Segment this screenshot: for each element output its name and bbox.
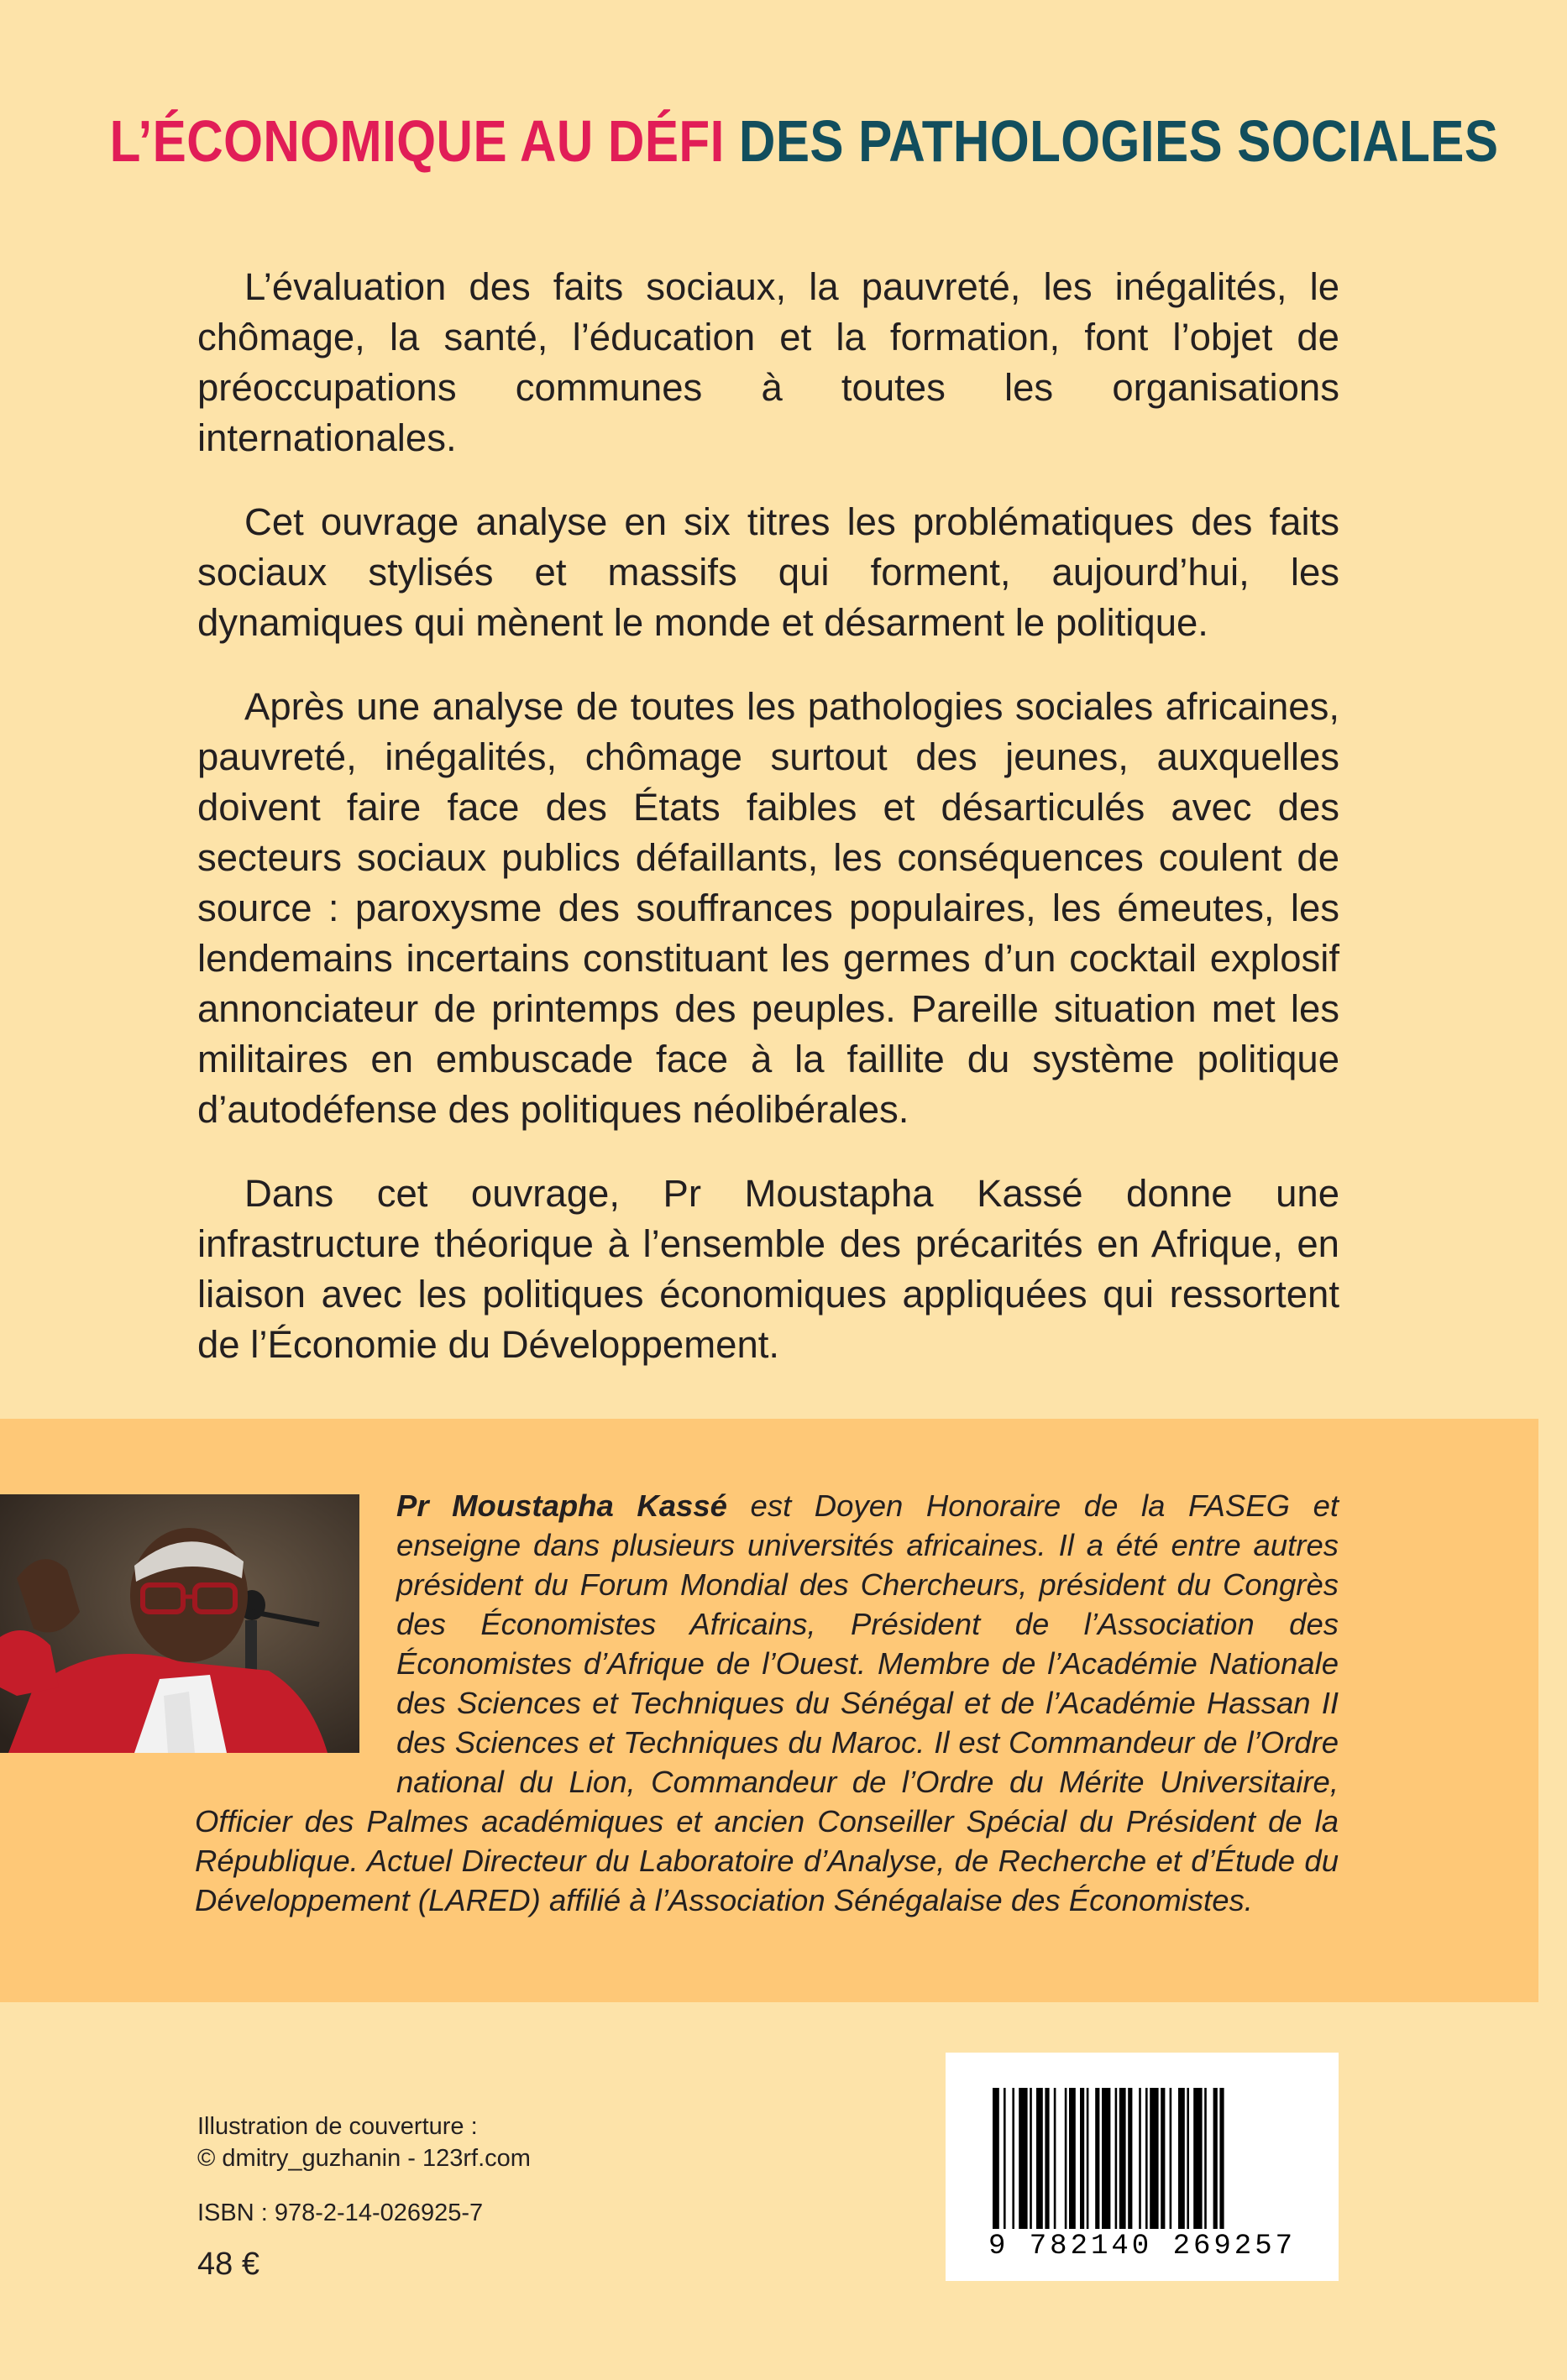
barcode-bar [1139, 2088, 1141, 2229]
barcode-bar [1036, 2088, 1043, 2229]
barcode-bar [1054, 2088, 1056, 2229]
barcode-bar [1030, 2088, 1032, 2229]
author-name: Pr Moustapha Kassé [396, 1488, 727, 1523]
barcode-bar [1119, 2088, 1126, 2229]
barcode-bar [1115, 2088, 1118, 2229]
barcode-bar [1045, 2088, 1049, 2229]
barcode-bar [1178, 2088, 1185, 2229]
credits-line-1: Illustration de couverture : [197, 2113, 478, 2140]
barcode-bar [1219, 2088, 1224, 2229]
isbn: ISBN : 978-2-14-026925-7 [197, 2200, 484, 2226]
barcode-bar [1087, 2088, 1089, 2229]
barcode-bar [1150, 2088, 1158, 2229]
barcode-bar [1012, 2088, 1014, 2229]
author-bio-text: est Doyen Honoraire de la FASEG et enseigne dans plusieurs universités africaines. Il a été entre autres président du Forum Mondial des Chercheurs, président du Congrès des Économistes Africains, Président de l’Association des Économistes d’Afrique de l’Ouest. Membre de l’Académie Nationale des Sciences et Techniques du Sénégal et de l’Académie Hassan II des Sciences et Techniques du Maroc. Il est Commandeur de l’Ordre national du Lion, Commandeur de l’Ordre du Mérite Universitaire, Officier des Palmes académiques et ancien Conseiller Spécial du Président de la République. Actuel Directeur du Laboratoire d’Analyse, de Recherche et d’Étude du Développement (LARED) affilié à l’Association Sénégalaise des Économistes. [195, 1488, 1339, 1917]
barcode-digits: 9 782140 269257 [988, 2231, 1297, 2262]
barcode-bar [1193, 2088, 1202, 2229]
barcode-bar [1069, 2088, 1076, 2229]
back-cover-blurb [197, 262, 1339, 1404]
book-title [109, 107, 1499, 175]
price: 48 € [197, 2247, 259, 2282]
blurb-paragraph-1: L’évaluation des faits sociaux, la pauvreté, les inégalités, le chômage, la santé, l’éducation et la formation, font l’objet de préoccupations communes à toutes les organisations internationales. [197, 265, 1339, 459]
barcode [946, 2053, 1339, 2281]
barcode-bar [1145, 2088, 1148, 2229]
barcode-bar [1170, 2088, 1172, 2229]
barcode-bar [1204, 2088, 1207, 2229]
title-part-2: DES PATHOLOGIES SOCIALES [738, 108, 1499, 174]
barcode-bar [1065, 2088, 1067, 2229]
barcode-bar [1187, 2088, 1189, 2229]
barcode-bar [1128, 2088, 1132, 2229]
blurb-paragraph-3: Après une analyse de toutes les pathologies sociales africaines, pauvreté, inégalités, chômage surtout des jeunes, auxquelles doivent faire face des États faibles et désarticulés avec des secteurs sociaux publics défaillants, les conséquences coulent de source : paroxysme des souffrances populaires, les émeutes, les lendemains incertains constituant les germes d’un cocktail explosif annonciateur de printemps des peuples. Pareille situation met les militaires en embuscade face à la faillite du système politique d’autodéfense des politiques néolibérales. [197, 685, 1339, 1131]
barcode-bar [1004, 2088, 1006, 2229]
barcode-bar [1161, 2088, 1165, 2229]
barcode-bar [1213, 2088, 1218, 2229]
barcode-bar [1102, 2088, 1110, 2229]
blurb-paragraph-2: Cet ouvrage analyse en six titres les problématiques des faits sociaux stylisés et massifs qui forment, aujourd’hui, les dynamiques qui mènent le monde et désarment le politique. [197, 500, 1339, 644]
cover-credits [197, 2111, 531, 2174]
blurb-paragraph-4: Dans cet ouvrage, Pr Moustapha Kassé donne une infrastructure théorique à l’ensemble des précarités en Afrique, en liaison avec les politiques économiques appliquées qui ressortent de l’Économie du Développement. [197, 1172, 1339, 1366]
barcode-bar [1019, 2088, 1027, 2229]
barcode-bar [1080, 2088, 1084, 2229]
author-bio [195, 1486, 1339, 1920]
title-part-1: L’ÉCONOMIQUE AU DÉFI [109, 108, 725, 174]
barcode-bar [1095, 2088, 1099, 2229]
barcode-bar [993, 2088, 999, 2229]
credits-line-2: © dmitry_guzhanin - 123rf.com [197, 2145, 531, 2172]
